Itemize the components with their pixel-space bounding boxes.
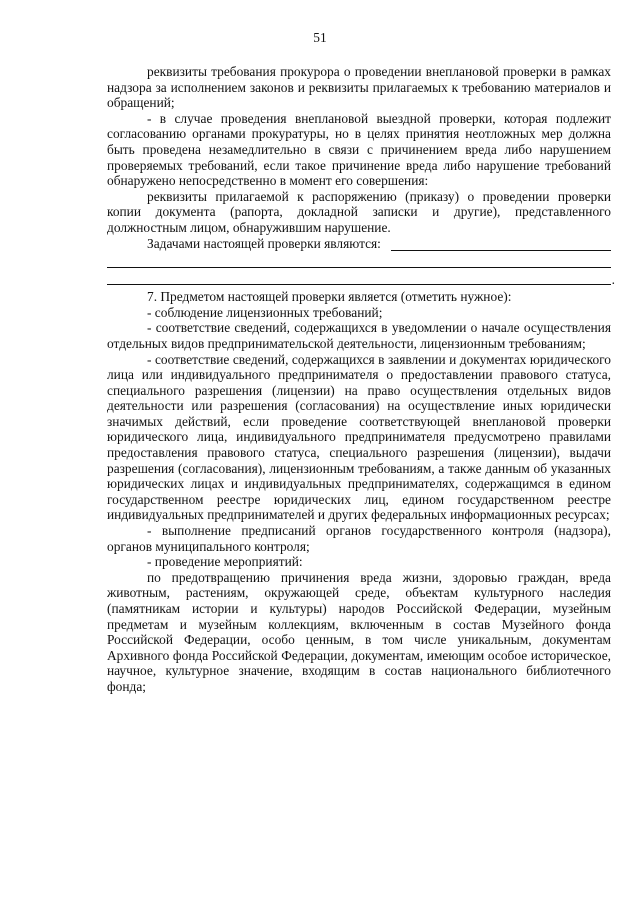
item-measures: - проведение мероприятий:: [147, 554, 303, 570]
item-orders-execution: - выполнение предписаний органов государственного контроля (надзора), органов муниципального контроля;: [107, 523, 611, 554]
section-7-heading: 7. Предметом настоящей проверки является (отметить нужное):: [147, 289, 512, 305]
paragraph-prosecutor-requisites: реквизиты требования прокурора о проведении внеплановой проверки в рамках надзора за исполнением законов и реквизиты прилагаемых к требованию материалов и обращений;: [107, 64, 611, 111]
document-body: [107, 64, 615, 695]
tasks-end-mark: .: [611, 271, 615, 287]
item-notification-compliance: - соответствие сведений, содержащихся в уведомлении о начале осуществления отдельных видов предпринимательской деятельности, лицензионным требованиям;: [107, 320, 611, 351]
item-harm-prevention: по предотвращению причинения вреда жизни, здоровью граждан, вреда животным, растениям, окружающей среде, объектам культурного наследия (памятникам истории и культуры) народов Российской Федерации, музейным предметам и музейным коллекциям, включенным в состав Музейного фонда Российской Федерации, особо ценным, в том числе уникальным, документам Архивного фонда Российской Федерации, документам, имеющим особое историческое, научное, культурное значение, входящим в состав национального библиотечного фонда;: [107, 569, 611, 694]
item-application-compliance: - соответствие сведений, содержащихся в заявлении и документах юридического лица или индивидуального предпринимателя о предоставлении правового статуса, специального разрешения (лицензии) на право осуществления отдельных видов деятельности или разрешения (согласования) на осуществление иных юридически значимых действий, если проведение соответствующей внеплановой проверки юридического лица, индивидуального предпринимателя предусмотрено правилами предоставления правового статуса, специального разрешения (лицензии), выдачи разрешения (согласования), лицензионным требованиям, а также данным об указанных юридических лицах и индивидуальных предпринимателях, содержащимся в едином государственном реестре юридических лиц, едином государственном реестре индивидуальных предпринимателей и других федеральных информационных ресурсах;: [107, 351, 611, 523]
tasks-blank-line: [107, 256, 611, 268]
paragraph-attached-document: реквизиты прилагаемой к распоряжению (приказу) о проведении проверки копии документа (рапорта, докладной записки и другие), представленного должностным лицом, обнаружившим нарушение.: [107, 188, 611, 235]
item-licensing-requirements: - соблюдение лицензионных требований;: [147, 304, 383, 320]
tasks-label: Задачами настоящей проверки являются:: [147, 235, 381, 251]
tasks-blank-line-end: [107, 271, 615, 287]
tasks-line: [107, 236, 611, 252]
page-number: 51: [313, 30, 327, 45]
tasks-fill-line: [391, 239, 611, 251]
paragraph-urgent-inspection: - в случае проведения внеплановой выездной проверки, которая подлежит согласованию органами прокуратуры, но в целях принятия неотложных мер должна быть проведена незамедлительно в связи с причинением вреда либо нарушением проверяемых требований, если такое причинение вреда либо нарушение требований обнаружено непосредственно в момент его совершения:: [107, 110, 611, 189]
